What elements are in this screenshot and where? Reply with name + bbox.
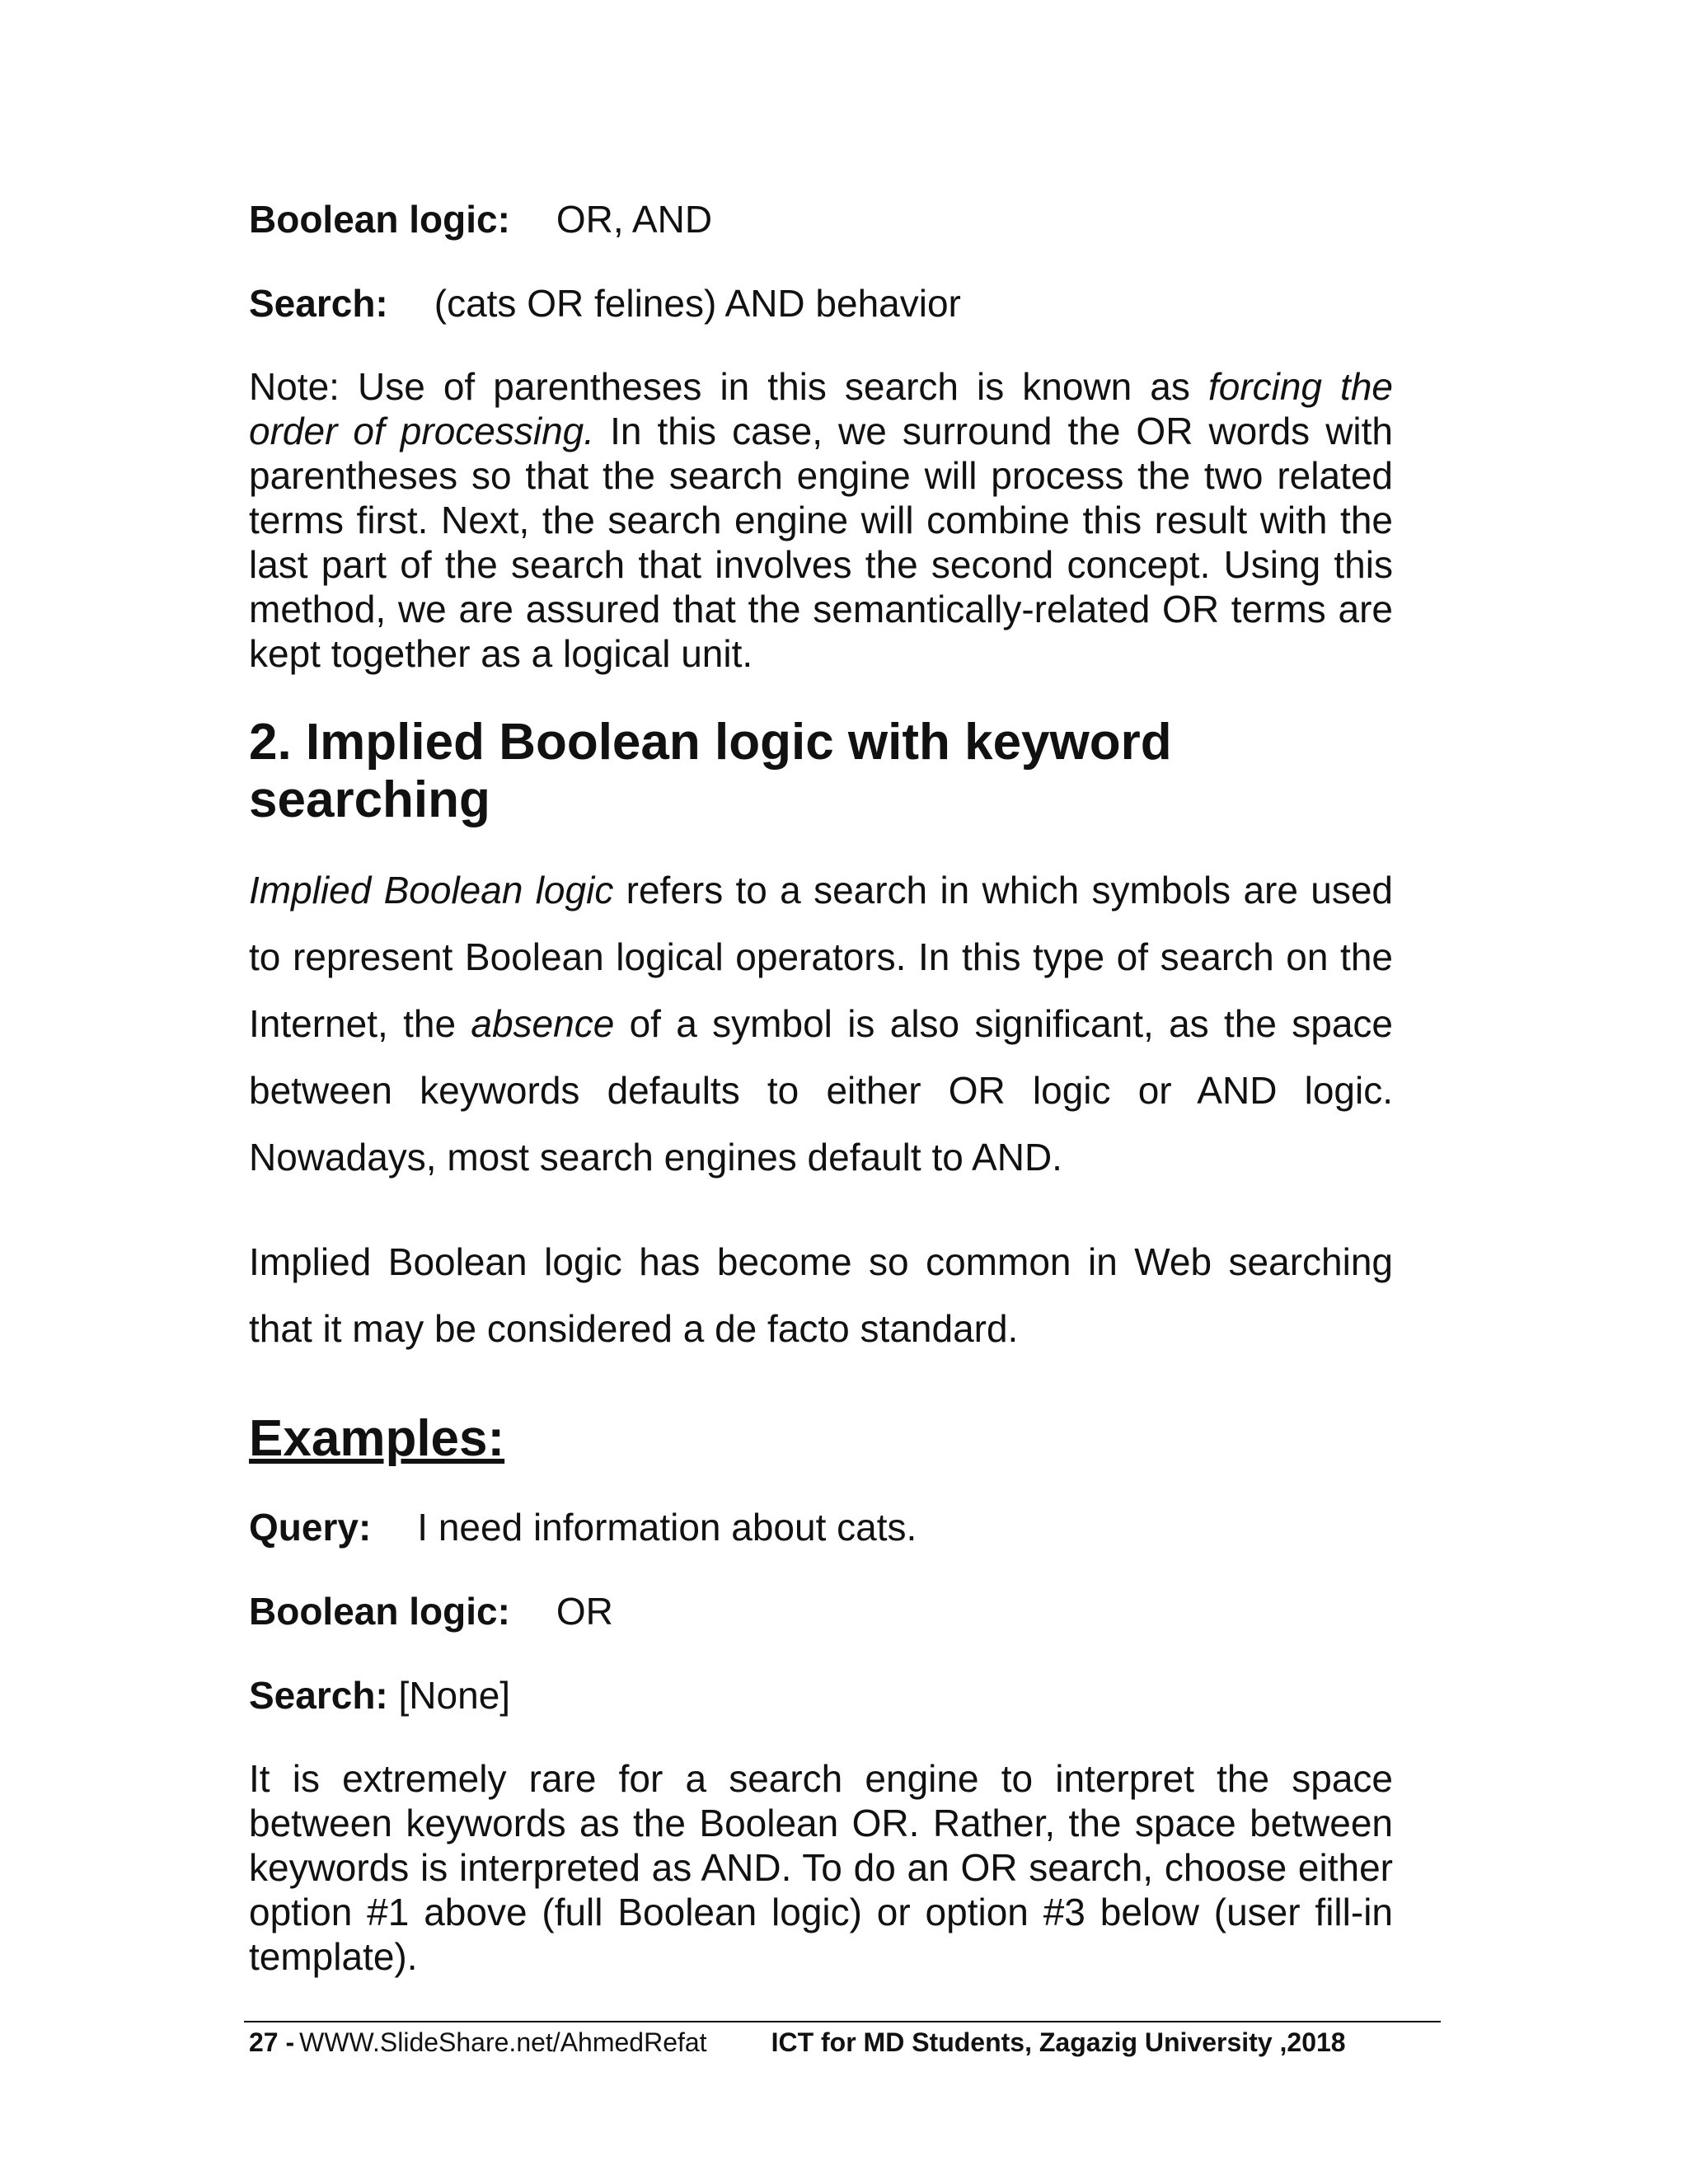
search-value: (cats OR felines) AND behavior [434,282,961,325]
de-facto-paragraph: Implied Boolean logic has become so common in Web searching that it may be considered a de facto standard. [249,1240,1393,1350]
example-boolean-label: Boolean logic: [249,1590,510,1633]
example-search-line [249,1672,1393,1718]
footer-source: WWW.SlideShare.net/AhmedRefat [299,2027,707,2057]
boolean-logic-line [249,196,1393,242]
page-footer [249,2026,1346,2059]
note-paragraph [249,364,1393,676]
page-content [249,196,1393,1979]
search-label: Search: [249,282,388,325]
implied-boolean-term: Implied Boolean logic [249,869,614,912]
query-label: Query: [249,1506,372,1549]
section-heading [249,714,1393,829]
example-boolean-value: OR [556,1590,613,1633]
example-boolean-line [249,1588,1393,1634]
section-heading-line1: 2. Implied Boolean logic with keyword [249,714,1172,771]
note-lead: Note: Use of parentheses in this search is known as [249,365,1208,408]
example-search-value: [None] [398,1674,511,1717]
implied-boolean-text-a: refers to a search in which symbols are used to represent Boolean logical operators. In this type of search on the Internet, the [249,869,1393,1045]
absence-term: absence [471,1002,615,1045]
page-number: 27 - [249,2027,295,2057]
implied-boolean-paragraph [249,857,1393,1191]
boolean-logic-label: Boolean logic: [249,198,510,241]
query-line [249,1504,1393,1550]
note-italic: forcing the order of processing. [249,365,1393,452]
example-search-label: Search: [249,1674,388,1717]
examples-heading: Examples: [249,1410,505,1467]
boolean-logic-value: OR, AND [556,198,713,241]
footer-course: ICT for MD Students, Zagazig University ,2018 [771,2027,1346,2057]
or-search-paragraph: It is extremely rare for a search engine to interpret the space between keywords as the Boolean OR. Rather, the space between keywords is interpreted as AND. To do an OR search, choose either option #1 above (full Boolean logic) or option #3 below (user fill-in template). [249,1757,1393,1978]
implied-boolean-text-b: of a symbol is also significant, as the space between keywords defaults to either OR logic or AND logic. Nowadays, most search engines default to AND. [249,1002,1394,1179]
note-rest: In this case, we surround the OR words with parentheses so that the search engine will process the two related terms first. Next, the search engine will combine this result with the last part of the search that involves the second concept. Using this method, we are assured that the semantically-related OR terms are kept together as a logical unit. [249,410,1393,675]
footer-divider [244,2021,1441,2022]
query-value: I need information about cats. [417,1506,917,1549]
section-heading-line2: searching [249,771,490,828]
search-line [249,280,1393,326]
